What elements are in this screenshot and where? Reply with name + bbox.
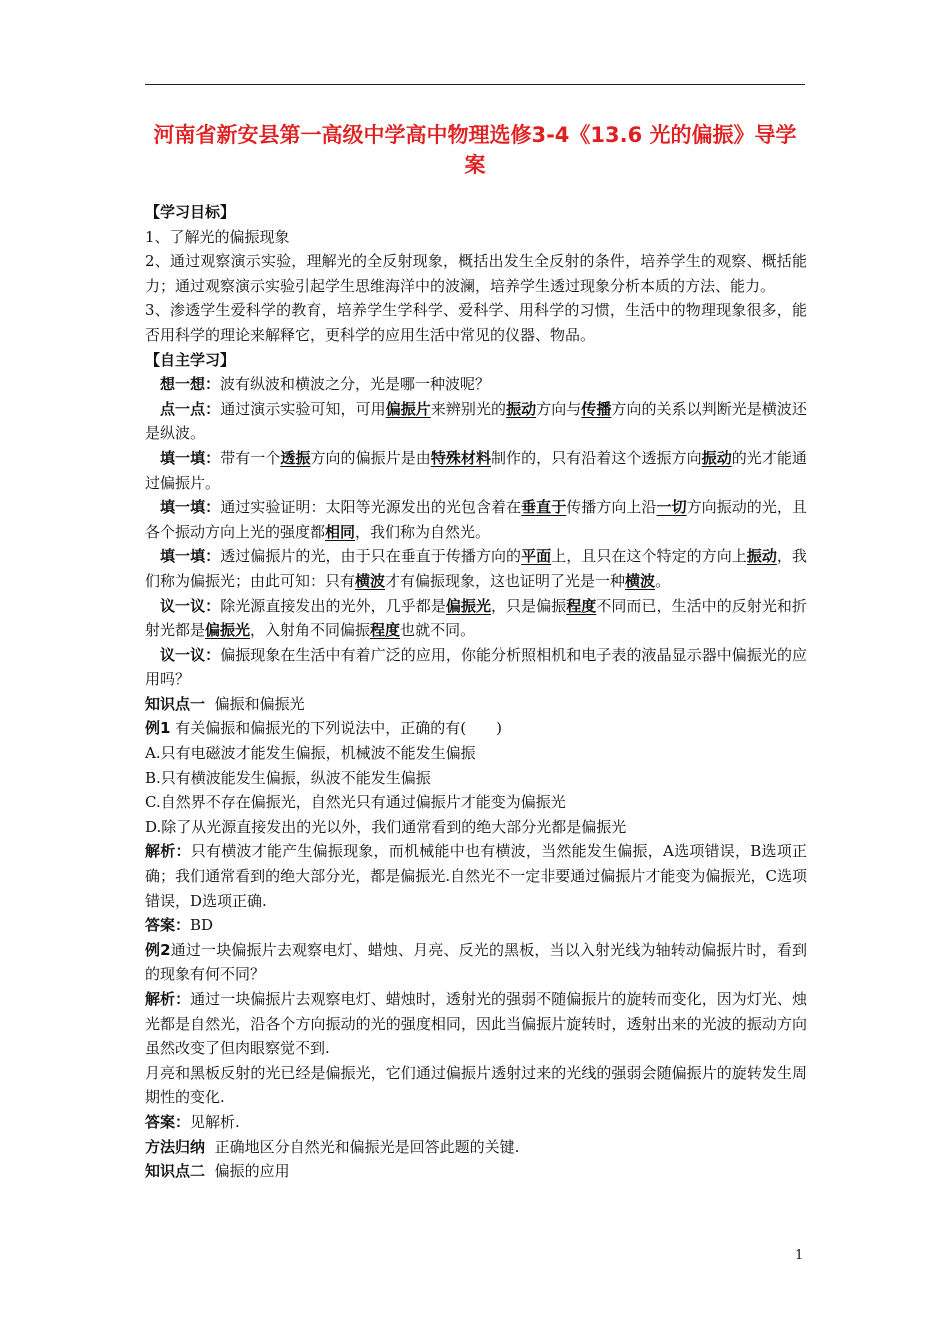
underlined-answer: 振动 [701,448,732,467]
underlined-answer: 平面 [521,547,552,566]
goals-heading: 【学习目标】 [145,203,236,221]
fill-paragraph-2: 填一填：通过实验证明：太阳等光源发出的光包含着在垂直于传播方向上沿一切方向振动的光，且各个振动方向上光的强度都相同，我们称为自然光。 [145,498,807,541]
page-number: 1 [795,1248,804,1263]
underlined-answer: 传播 [581,399,612,418]
discuss-paragraph-2: 议一议：偏振现象在生活中有着广泛的应用，你能分析照相机和电子表的液晶显示器中偏振光的应用吗？ [145,645,807,689]
think-paragraph: 想一想：波有纵波和横波之分，光是哪一种波呢？ [160,375,491,394]
example-2-answer: 答案：见解析. [145,1112,240,1131]
underlined-answer: 振动 [506,399,537,418]
goal-item: 3、渗透学生爱科学的教育，培养学生学科学、爱科学、用科学的习惯，生活中的物理现象很多，能否用科学的理论来解释它，更科学的应用生活中常见的仪器、物品。 [145,301,807,344]
underlined-answer: 透振 [280,448,311,467]
knowledge-point-1: 知识点一 偏振和偏振光 [145,694,305,713]
underlined-answer: 振动 [746,547,777,566]
underlined-answer: 特殊材料 [430,448,492,467]
underlined-answer: 偏振片 [385,399,431,418]
example-2-analysis: 解析：通过一块偏振片去观察电灯、蜡烛时，透射光的强弱不随偏振片的旋转而变化，因为灯光、烛光都是自然光，沿各个方向振动的光的强度相同，因此当偏振片旋转时，透射出来的光波的振动方向虽然改变了但肉眼察觉不到. [145,990,807,1058]
point-paragraph: 点一点：通过演示实验可知，可用偏振片来辨别光的振动方向与传播方向的关系以判断光是横波还是纵波。 [145,399,807,443]
goal-item: 1、了解光的偏振现象 [145,227,290,246]
option-c: C.自然界不存在偏振光，自然光只有通过偏振片才能变为偏振光 [145,793,566,812]
method-summary: 方法归纳 正确地区分自然光和偏振光是回答此题的关键. [145,1137,520,1156]
underlined-answer: 一切 [656,498,687,517]
page-title: 河南省新安县第一高级中学高中物理选修3-4《13.6 光的偏振》导学案 [153,123,797,177]
discuss-paragraph-1: 议一议：除光源直接发出的光外，几乎都是偏振光，只是偏振程度不同而已，生活中的反射光和折射光都是偏振光，入射角不同偏振程度也就不同。 [145,596,807,640]
underlined-answer: 横波 [355,571,386,590]
example-2-question: 例2通过一块偏振片去观察电灯、蜡烛、月亮、反光的黑板，当以入射光线为轴转动偏振片时，看到的现象有何不同？ [145,940,807,984]
option-d: D.除了从光源直接发出的光以外，我们通常看到的绝大部分光都是偏振光 [145,817,627,836]
document-body [145,200,807,1184]
option-a: A.只有电磁波才能发生偏振，机械波不能发生偏振 [145,744,476,763]
underlined-answer: 程度 [566,596,597,615]
fill-paragraph-1: 填一填：带有一个透振方向的偏振片是由特殊材料制作的，只有沿着这个透振方向振动的光才能通过偏振片。 [145,448,807,492]
example-1-analysis: 解析：只有横波才能产生偏振现象，而机械能中也有横波，当然能发生偏振，A选项错误，B选项正确；我们通常看到的绝大部分光，都是偏振光.自然光不一定非要通过偏振片才能变为偏振光，C选项错误，D选项正确. [145,842,807,910]
underlined-answer: 偏振光 [205,621,251,640]
example-1-answer: 答案：BD [145,916,214,935]
underlined-answer: 相同 [325,522,356,541]
think-label: 想一想： [160,375,221,394]
option-b: B.只有横波能发生偏振，纵波不能发生偏振 [145,768,431,787]
goal-item: 2、通过观察演示实验，理解光的全反射现象，概括出发生全反射的条件，培养学生的观察、概括能力；通过观察演示实验引起学生思维海洋中的波澜，培养学生透过现象分析本质的方法、能力。 [145,252,807,295]
underlined-answer: 程度 [370,621,401,640]
self-study-heading: 【自主学习】 [145,350,236,369]
underlined-answer: 垂直于 [521,498,567,517]
fill-paragraph-3: 填一填：透过偏振片的光，由于只在垂直于传播方向的平面上，且只在这个特定的方向上振动，我们称为偏振光；由此可知：只有横波才有偏振现象，这也证明了光是一种横波。 [145,547,807,590]
knowledge-point-2: 知识点二 偏振的应用 [145,1162,290,1181]
underlined-answer: 横波 [625,571,656,590]
example-1-question: 例1 有关偏振和偏振光的下列说法中，正确的有( ) [145,719,502,738]
underlined-answer: 偏振光 [445,596,492,615]
header-rule [145,84,805,85]
example-2-analysis-cont: 月亮和黑板反射的光已经是偏振光，它们通过偏振片透射过来的光线的强弱会随偏振片的旋转发生周期性的变化. [145,1063,807,1107]
